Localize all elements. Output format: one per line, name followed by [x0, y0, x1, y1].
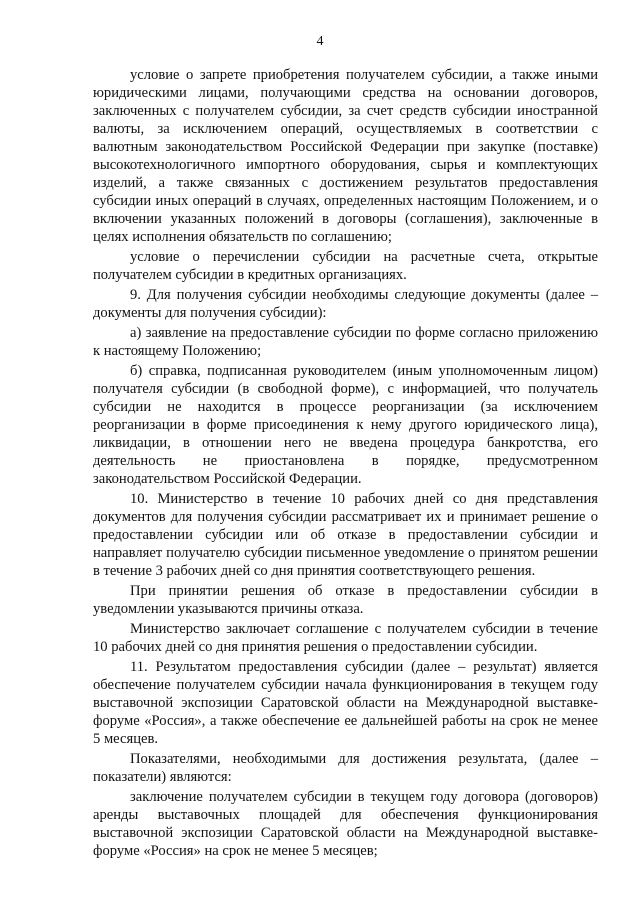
page-number: 4: [316, 34, 324, 49]
paragraph-currency-condition: условие о запрете приобретения получателем субсидии, а также иными юридическими лицами, получающими средства на основании договоров, заключенных с получателем субсидии, за счет средств субсидии иностранной валюты, за исключением операций, осуществляемых в соответствии с валютным законодательством Российской Федерации при закупке (поставке) высокотехнологичного импортного оборудования, сырья и комплектующих изделий, а также связанных с достижением результатов предоставления субсидии иных операций в случаях, определенных настоящим Положением, и о включении указанных положений в договоры (соглашения), заключенные в целях исполнения обязательств по соглашению;: [93, 67, 598, 245]
paragraph-lease-contract: заключение получателем субсидии в текущем году договора (договоров) аренды выставочных площадей для обеспечения функционирования выставочной экспозиции Саратовской области на Международной выставке-форуме «Россия» на срок не менее 5 месяцев;: [93, 789, 598, 859]
paragraph-transfer-condition: условие о перечислении субсидии на расчетные счета, открытые получателем субсидии в кредитных организациях.: [93, 249, 598, 283]
paragraph-9a-application: а) заявление на предоставление субсидии по форме согласно приложению к настоящему Положению;: [93, 325, 598, 359]
paragraph-agreement: Министерство заключает соглашение с получателем субсидии в течение 10 рабочих дней со дня принятия решения о предоставлении субсидии.: [93, 621, 598, 655]
paragraph-9-documents: 9. Для получения субсидии необходимы следующие документы (далее – документы для получения субсидии):: [93, 287, 598, 321]
paragraph-9b-certificate: б) справка, подписанная руководителем (иным уполномоченным лицом) получателя субсидии (в свободной форме), с информацией, что получатель субсидии не находится в процессе реорганизации (за исключением реорганизации в форме присоединения к нему другого юридического лица), ликвидации, в отношении него не введена процедура банкротства, его деятельность не приостановлена в порядке, предусмотренном законодательством Российской Федерации.: [93, 363, 598, 487]
paragraph-refusal-reasons: При принятии решения об отказе в предоставлении субсидии в уведомлении указываются причины отказа.: [93, 583, 598, 617]
paragraph-11-result: 11. Результатом предоставления субсидии (далее – результат) является обеспечение получателем субсидии начала функционирования в текущем году выставочной экспозиции Саратовской области на Международной выставке-форуме «Россия», а также обеспечение ее дальнейшей работы на срок не менее 5 месяцев.: [93, 659, 598, 747]
paragraph-10-review: 10. Министерство в течение 10 рабочих дней со дня представления документов для получения субсидии рассматривает их и принимает решение о предоставлении субсидии или об отказе в предоставлении субсидии и направляет получателю субсидии письменное уведомление о принятом решении в течение 3 рабочих дней со дня принятия соответствующего решения.: [93, 491, 598, 579]
paragraph-indicators: Показателями, необходимыми для достижения результата, (далее – показатели) являются:: [93, 751, 598, 785]
document-body: [93, 66, 598, 862]
